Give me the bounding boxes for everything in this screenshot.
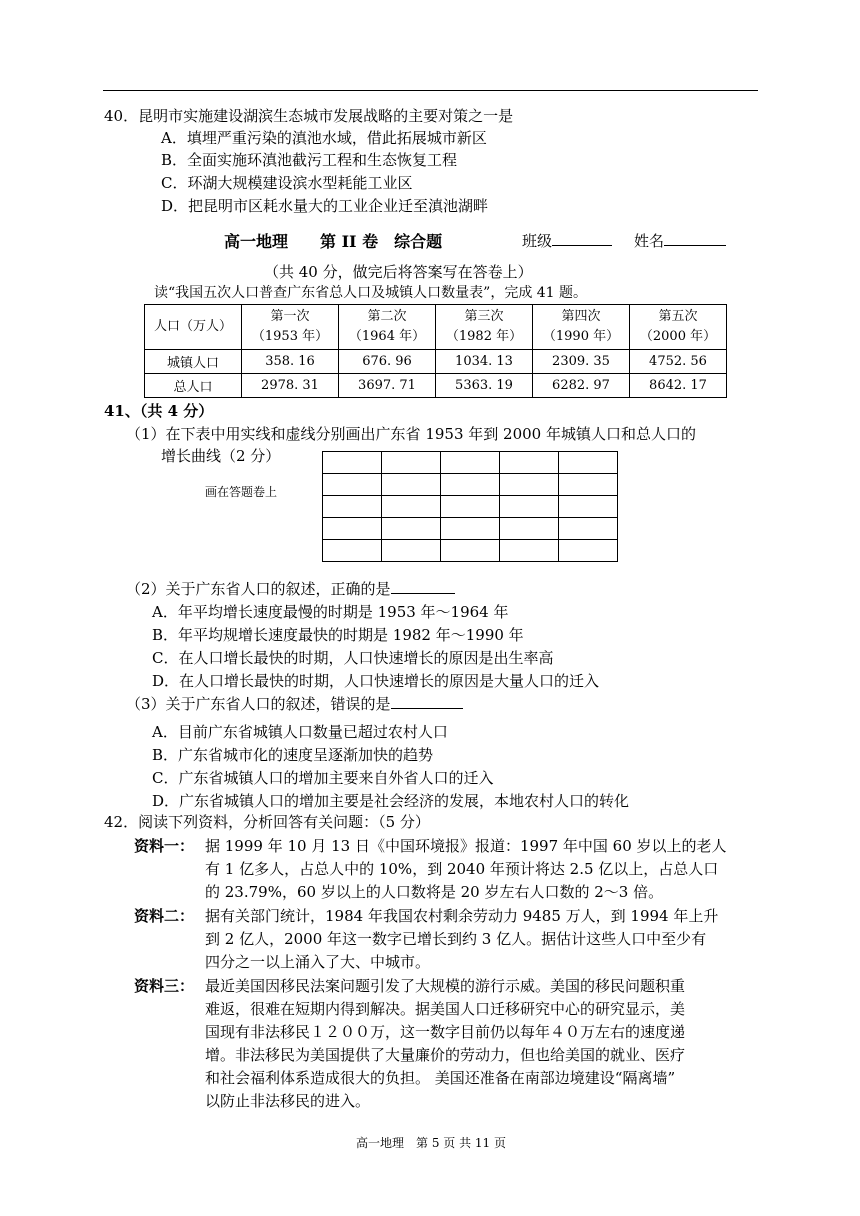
material-3-line: 和社会福利体系造成很大的负担。 美国还准备在南部边境建设“隔离墙”: [205, 1069, 676, 1087]
q41-part2: [126, 578, 455, 600]
table-header-cell: 第五次 （2000 年）: [630, 305, 727, 350]
table-cell: 8642. 17: [630, 374, 727, 398]
table-corner: 人口（万人）: [145, 305, 242, 350]
table-header-cell: 第一次 （1953 年）: [242, 305, 339, 350]
name-label: 姓名: [634, 232, 665, 250]
table-cell: 1034. 13: [436, 350, 533, 374]
table-row: [145, 350, 727, 374]
q41-part1-line2: 增长曲线（2 分）: [161, 447, 281, 465]
q42-head: 42．阅读下列资料，分析回答有关问题：（5 分）: [104, 813, 430, 831]
table-cell: 676. 96: [339, 350, 436, 374]
class-blank: [552, 245, 612, 246]
material-1-line: 的 23.79%，60 岁以上的人口数将是 20 岁左右人口数的 2～3 倍。: [205, 883, 664, 901]
part2-note: （共 40 分，做完后将答案写在答卷上）: [264, 263, 533, 281]
class-label: 班级: [522, 232, 553, 250]
class-field: [522, 230, 612, 252]
q41-p2-option-a: A．年平均增长速度最慢的时期是 1953 年～1964 年: [152, 603, 509, 621]
q41-p2-option-d: D．在人口增长最快的时期，人口快速增长的原因是大量人口的迁入: [152, 672, 600, 690]
q41-p3-option-c: C．广东省城镇人口的增加主要来自外省人口的迁入: [152, 769, 494, 787]
material-2-line: 据有关部门统计，1984 年我国农村剩余劳动力 9485 万人，到 1994 年上升: [205, 907, 719, 925]
q40-option-a: A．填埋严重污染的滇池水域，借此拓展城市新区: [161, 129, 487, 147]
table-instruction: 读“我国五次人口普查广东省总人口及城镇人口数量表”，完成 41 题。: [154, 285, 588, 301]
material-2-line: 四分之一以上涌入了大、中城市。: [205, 953, 431, 971]
table-cell: 3697. 71: [339, 374, 436, 398]
table-header-cell: 第二次 （1964 年）: [339, 305, 436, 350]
material-1-line: 有 1 亿多人，占总人中的 10%，到 2040 年预计将达 2.5 亿以上，占总人口: [205, 860, 719, 878]
answer-blank: [391, 593, 455, 594]
q41-p2-option-b: B．年平均规增长速度最快的时期是 1982 年～1990 年: [152, 626, 524, 644]
grid-note: 画在答题卷上: [205, 485, 278, 499]
material-2-line: 到 2 亿人，2000 年这一数字已增长到约 3 亿人。据估计这些人口中至少有: [205, 930, 707, 948]
page-footer: 高一地理 第 5 页 共 11 页: [356, 1136, 506, 1150]
table-cell: 6282. 97: [533, 374, 630, 398]
material-3-label: 资料三：: [134, 977, 195, 995]
row-label: 总人口: [145, 374, 242, 398]
header-rule: [103, 90, 758, 91]
row-label: 城镇人口: [145, 350, 242, 374]
table-cell: 5363. 19: [436, 374, 533, 398]
table-cell: 2978. 31: [242, 374, 339, 398]
part2-title: 高一地理 第 II 卷 综合题: [224, 232, 443, 251]
table-header-cell: 第三次 （1982 年）: [436, 305, 533, 350]
table-row: [145, 374, 727, 398]
q40-option-b: B．全面实施环滇池截污工程和生态恢复工程: [161, 151, 458, 169]
table-cell: 2309. 35: [533, 350, 630, 374]
material-1-label: 资料一：: [134, 837, 195, 855]
table-header-cell: 第四次 （1990 年）: [533, 305, 630, 350]
q41-part1-line1: （1）在下表中用实线和虚线分别画出广东省 1953 年到 2000 年城镇人口和总人口的: [126, 425, 696, 443]
table-cell: 4752. 56: [630, 350, 727, 374]
q41-part3-stem: （3）关于广东省人口的叙述，错误的是: [126, 695, 391, 713]
table-cell: 358. 16: [242, 350, 339, 374]
q41-p3-option-a: A．目前广东省城镇人口数量已超过农村人口: [152, 723, 448, 741]
material-3-line: 难返，很难在短期内得到解决。据美国人口迁移研究中心的研究显示，美: [205, 1000, 686, 1018]
population-table: [144, 304, 727, 398]
name-field: [634, 230, 726, 252]
q41-p2-option-c: C．在人口增长最快的时期，人口快速增长的原因是出生率高: [152, 649, 554, 667]
answer-grid: [322, 451, 618, 562]
q40-option-d: D．把昆明市区耗水量大的工业企业迁至滇池湖畔: [161, 197, 489, 215]
q41-p3-option-d: D．广东省城镇人口的增加主要是社会经济的发展，本地农村人口的转化: [152, 792, 630, 810]
q40-stem: 40．昆明市实施建设湖滨生态城市发展战略的主要对策之一是: [104, 107, 514, 125]
q41-p3-option-b: B．广东省城市化的速度呈逐渐加快的趋势: [152, 746, 434, 764]
material-3-line: 增。非法移民为美国提供了大量廉价的劳动力，但也给美国的就业、医疗: [205, 1046, 686, 1064]
q41-part3: [126, 693, 463, 715]
name-blank: [664, 245, 726, 246]
material-2-label: 资料二：: [134, 907, 195, 925]
q41-head: 41、（共 4 分）: [104, 402, 214, 420]
material-1-line: 据 1999 年 10 月 13 日《中国环境报》报道：1997 年中国 60 岁以上的老人: [205, 837, 727, 855]
q40-option-c: C．环湖大规模建设滨水型耗能工业区: [161, 174, 413, 192]
material-3-line: 以防止非法移民的进入。: [205, 1092, 371, 1110]
material-3-line: 国现有非法移民１２００万，这一数字目前仍以每年４０万左右的速度递: [205, 1023, 686, 1041]
material-3-line: 最近美国因移民法案问题引发了大规模的游行示威。美国的移民问题积重: [205, 977, 686, 995]
table-header-row: [145, 305, 727, 350]
answer-blank: [391, 708, 463, 709]
q41-part2-stem: （2）关于广东省人口的叙述，正确的是: [126, 580, 391, 598]
